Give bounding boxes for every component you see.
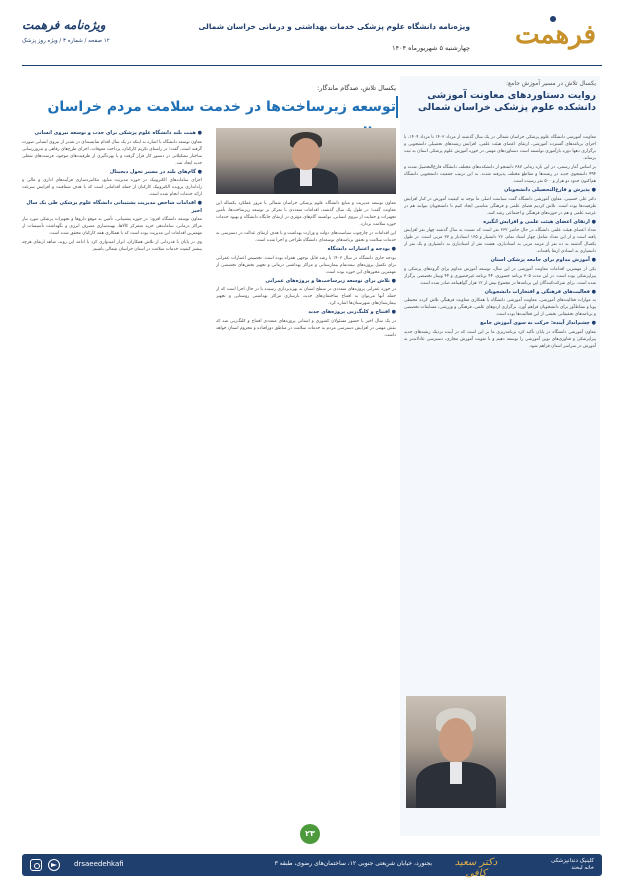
doctor-signature: دکتر سعید کافی	[454, 857, 498, 879]
main-article-portrait-photo	[216, 128, 396, 194]
page-header	[22, 14, 602, 66]
article-paragraph: دکتر علی حسینی، معاون آموزشی دانشگاه گفت سیاست اصلی ما توجه به کیفیت آموزش در کنار افزایش ظرفیت‌ها بوده است. تلاش کردیم فضای علمی و فرهنگی مناسبی ایجاد کنیم تا دانشجویان بتوانند هم در عرصه علمی و هم در حوزه‌های فرهنگی و اجتماعی رشد کنند.	[404, 196, 596, 216]
section-heading: ● ارتقای اعضای هیئت علمی و افزایش انگیزه	[483, 218, 596, 225]
section-heading: ● اقدامات شاخص مدیریت پشتیبانی دانشگاه علوم پزشکی طی یک سال اخیر	[26, 200, 202, 214]
main-article-body	[22, 128, 396, 818]
portrait-shirt	[300, 168, 312, 186]
section-heading: ● فعالیت‌های فرهنگی و افتخارات دانشجویان	[484, 288, 596, 295]
masthead-title: فرهمت	[514, 20, 596, 50]
article-column-right	[216, 128, 396, 818]
article-paragraph: به موازات فعالیت‌های آموزشی، معاونت آموزشی دانشگاه با همکاری معاونت فرهنگی تلاش کرده محیطی پویا و نشاط‌آور برای دانشجویان فراهم آورد. برگزاری اردوهای علمی، فرهنگی و ورزشی، مسابقات تخصصی و برنامه‌های تحقیقاتی بخشی از این فعالیت‌ها بوده است.	[404, 298, 596, 317]
social-links	[30, 859, 160, 873]
clinic-name	[514, 858, 594, 872]
article-paragraph: در حوزه عمرانی پروژه‌های متعددی در سطح استان به بهره‌برداری رسیده یا در حال اجرا است که از جمله آنها می‌توان به افتتاح ساختمان‌های جدید، بازسازی مراکز بهداشتی روستایی و تجهیز بیمارستان‌های شهرستان‌ها اشاره کرد.	[216, 287, 396, 306]
headline-arrow-icon	[396, 96, 398, 118]
masthead-logo	[484, 14, 602, 66]
article-paragraph: در یک سال اخیر با حضور مسئولان کشوری و استانی پروژه‌های متعددی افتتاح و کلنگ‌زنی شد که نقش مهمی در افزایش دسترسی مردم به خدمات سلامت در مناطق دورافتاده و محروم استان خواهد داشت.	[216, 318, 396, 338]
article-paragraph: معاونت آموزشی دانشگاه علوم پزشکی خراسان شمالی در یک سال گذشته از مرداد ۱۴۰۳ تا مرداد ۱۴۰۴، با اجرای برنامه‌های گسترده آموزشی، ارتقای اعضای هیئت علمی، افزایش رشته‌های تحصیلی دانشجویی و برگزاری دهها دوره بازآموزی توانسته است دستاوردهای مهمی در حوزه آموزش علوم پزشکی استان به ثبت برساند.	[404, 135, 596, 161]
main-article-tagline: یکسال تلاش، صدگام ماندگار:	[317, 84, 396, 92]
portrait-face	[292, 138, 320, 170]
section-heading: ● پذیرش و فارغ‌التحصیلی دانشجویان	[504, 187, 596, 193]
section-heading: ● افتتاح و کلنگ‌زنی پروژه‌های جدید	[308, 309, 396, 315]
issue-date: چهارشنبه ۵ شهریورماه ۱۴۰۴	[392, 44, 470, 52]
article-column-right-text	[216, 200, 396, 810]
right-article-title: روایت دستاوردهای معاونت آموزشی دانشکده علوم پزشکی خراسان شمالی	[418, 90, 596, 114]
article-column-left	[22, 128, 202, 818]
section-heading: ● گام‌های بلند در مسیر تحول دیجیتال	[109, 168, 202, 175]
supplement-logo	[22, 18, 114, 58]
article-paragraph: وی در پایان با قدردانی از تلاش همکاران، ابراز امیدواری کرد با ادامه این روند، شاهد ارتقای هرچه بیشتر کیفیت خدمات سلامت در استان خراسان شمالی باشیم.	[22, 240, 202, 252]
clinic-name-line1: کلینیک دندانپزشکی	[551, 858, 594, 864]
article-paragraph: معاون آموزشی دانشگاه در پایان تأکید کرد برنامه‌ریزی ما بر این است که در آینده نزدیک رشته‌های جدید پیراپزشکی و فناوری‌های نوین آموزشی را توسعه دهیم و با تقویت آموزش مجازی، دسترسی عادلانه‌تر به آموزش در سراسر استان فراهم شود.	[404, 329, 596, 349]
right-article-body	[404, 134, 596, 694]
section-heading: ● آموزش مداوم برای جامعه پزشکی استان	[490, 257, 596, 263]
section-heading: ● چشم‌انداز آینده: حرکت به سوی آموزش جامع	[480, 320, 596, 326]
publication-name: ویژه‌نامه دانشگاه علوم پزشکی خدمات بهداشتی و درمانی خراسان شمالی	[198, 22, 470, 31]
instagram-icon[interactable]	[30, 859, 42, 871]
main-article-headline: توسعه زیرساخت‌ها در خدمت سلامت مردم خراسان	[47, 99, 396, 115]
right-article-kicker: یکسال تلاش در مسیر آموزش جامع:	[505, 80, 596, 87]
article-paragraph: اجرای سامانه‌های الکترونیک در حوزه مدیریت منابع، مکانیزه‌سازی فرآیندهای اداری و مالی و راه‌اندازی پرونده الکترونیک کارکنان از جمله اقداماتی است که با هدف شفافیت و افزایش سرعت ارائه خدمات انجام شده است.	[22, 178, 202, 197]
social-handle[interactable]: drsaeedehkafi	[74, 860, 124, 868]
article-paragraph: بودجه جاری دانشگاه در سال ۱۴۰۳ با رشد قابل توجهی همراه بوده است. تخصیص اعتبارات عمرانی برای تکمیل پروژه‌های نیمه‌تمام بیمارستانی و مراکز بهداشتی درمانی و تجهیز بخش‌های تخصصی از مهمترین محورهای این حوزه بوده است.	[216, 255, 396, 275]
right-article-portrait-photo	[406, 696, 506, 808]
section-heading: ● همت بلند دانشگاه علوم پزشکی برای جذب و توسعه نیروی انسانی	[34, 130, 202, 136]
article-paragraph: تعداد اعضای هیئت علمی دانشگاه در حال حاضر ۲۳۲ نفر است که نسبت به سال گذشته چهار نفر افزایش یافته است و از این تعداد شامل چهار استاد تمام، ۲۶ دانشیار و ۱۶۵ استادیار و ۳۷ مربی است. در طول یکسال گذشته به ده نفر از مرتبه مربی به استادیاری، هشت نفر از استادیاری به دانشیاری و یک نفر از دانشیاری به استادی ارتقا یافته‌اند.	[404, 228, 596, 254]
section-heading: ● تلاش برای توسعه زیرساخت‌ها و پروژه‌های عمرانی	[265, 277, 396, 284]
article-paragraph: بر اساس آمار رسمی، در این بازه زمانی ۳۸۷ دانشجو از دانشکده‌های مختلف دانشگاه فارغ‌التحصیل شدند و ۴۹۴ دانشجوی جدید در رشته‌ها و مقاطع مختلف پذیرفته شدند. به این ترتیب جمعیت دانشجویی دانشگاه هم‌اکنون حدود دو هزار و ۵۰۰ نفر رسیده است.	[404, 165, 596, 184]
page-number-badge: ۲۳	[300, 824, 320, 844]
portrait-face	[439, 718, 473, 762]
section-heading: ● بودجه و اعتبارات دانشگاه	[327, 246, 396, 252]
article-column-left-text	[22, 128, 202, 818]
article-paragraph: معاون توسعه دانشگاه افزود: در حوزه پشتیبانی، تأمین به موقع داروها و تجهیزات پزشکی مورد نیاز مراکز درمانی، ساماندهی خرید متمرکز کالاها، بهینه‌سازی مصرف انرژی و نگهداشت تأسیسات از مهمترین اقدامات این مدیریت بوده است که با همکاری همه کارکنان محقق شده است.	[22, 217, 202, 236]
clinic-address: بجنورد، خیابان شریعتی جنوبی ۱۲، ساختمان‌های رضوی، طبقه ۳	[274, 860, 432, 867]
article-paragraph: معاون توسعه مدیریت و منابع دانشگاه علوم پزشکی خراسان شمالی با مرور عملکرد یکساله این معاونت گفت: در طول یک سال گذشته، اقدامات متعددی با تمرکز بر توسعه زیرساخت‌ها، تأمین تجهیزات و حمایت از نیروی انسانی، توانسته گام‌های مؤثری در ارتقای جایگاه دانشگاه و بهبود خدمات حوزه سلامت بردارد.	[216, 201, 396, 227]
article-paragraph: معاون توسعه دانشگاه با اشاره به اینکه در یک سال اقدام شایسته‌ای در تقدیر از نیروی انسانی صورت گرفته است، گفت: در راستای تکریم کارکنان، پرداخت معوقات، اجرای طرح‌های رفاهی و به‌روزرسانی ساختار تشکیلاتی در دستور کار قرار گرفت و با بهره‌گیری از ظرفیت‌های موجود، فرصت‌های شغلی جدید ایجاد شد.	[22, 139, 202, 166]
telegram-icon[interactable]	[48, 859, 60, 871]
supplement-logo-title: ویژه‌نامه فرهمت	[22, 18, 106, 32]
footer-advertisement	[22, 854, 602, 879]
portrait-shirt	[450, 762, 462, 784]
article-paragraph: این اقدامات در چارچوب سیاست‌های دولت و وزارت بهداشت و با هدف ارتقای عدالت در دسترسی به خدمات سلامت و تحقق برنامه‌های توسعه‌ای دانشگاه طراحی و اجرا شده است.	[216, 231, 396, 243]
clinic-name-line2: خانه لبخند	[571, 865, 594, 871]
supplement-logo-subtitle: ۱۲ صفحه / شماره ۳ / ویژه روز پزشک	[22, 38, 110, 44]
article-paragraph: یکی از مهمترین اقدامات معاونت آموزشی در این سال، توسعه آموزش مداوم برای گروه‌های پزشکی و پیراپزشکی بوده است. در این مدت ۳۰۵ برنامه حضوری، ۴۴ برنامه غیرحضوری و ۴۴ وبینار تخصصی برگزار شده است. برای شرکت‌کنندگان این برنامه‌ها در مجموع بیش از ۱۲ هزار گواهینامه صادر شده است.	[404, 266, 596, 286]
right-article	[400, 76, 600, 836]
